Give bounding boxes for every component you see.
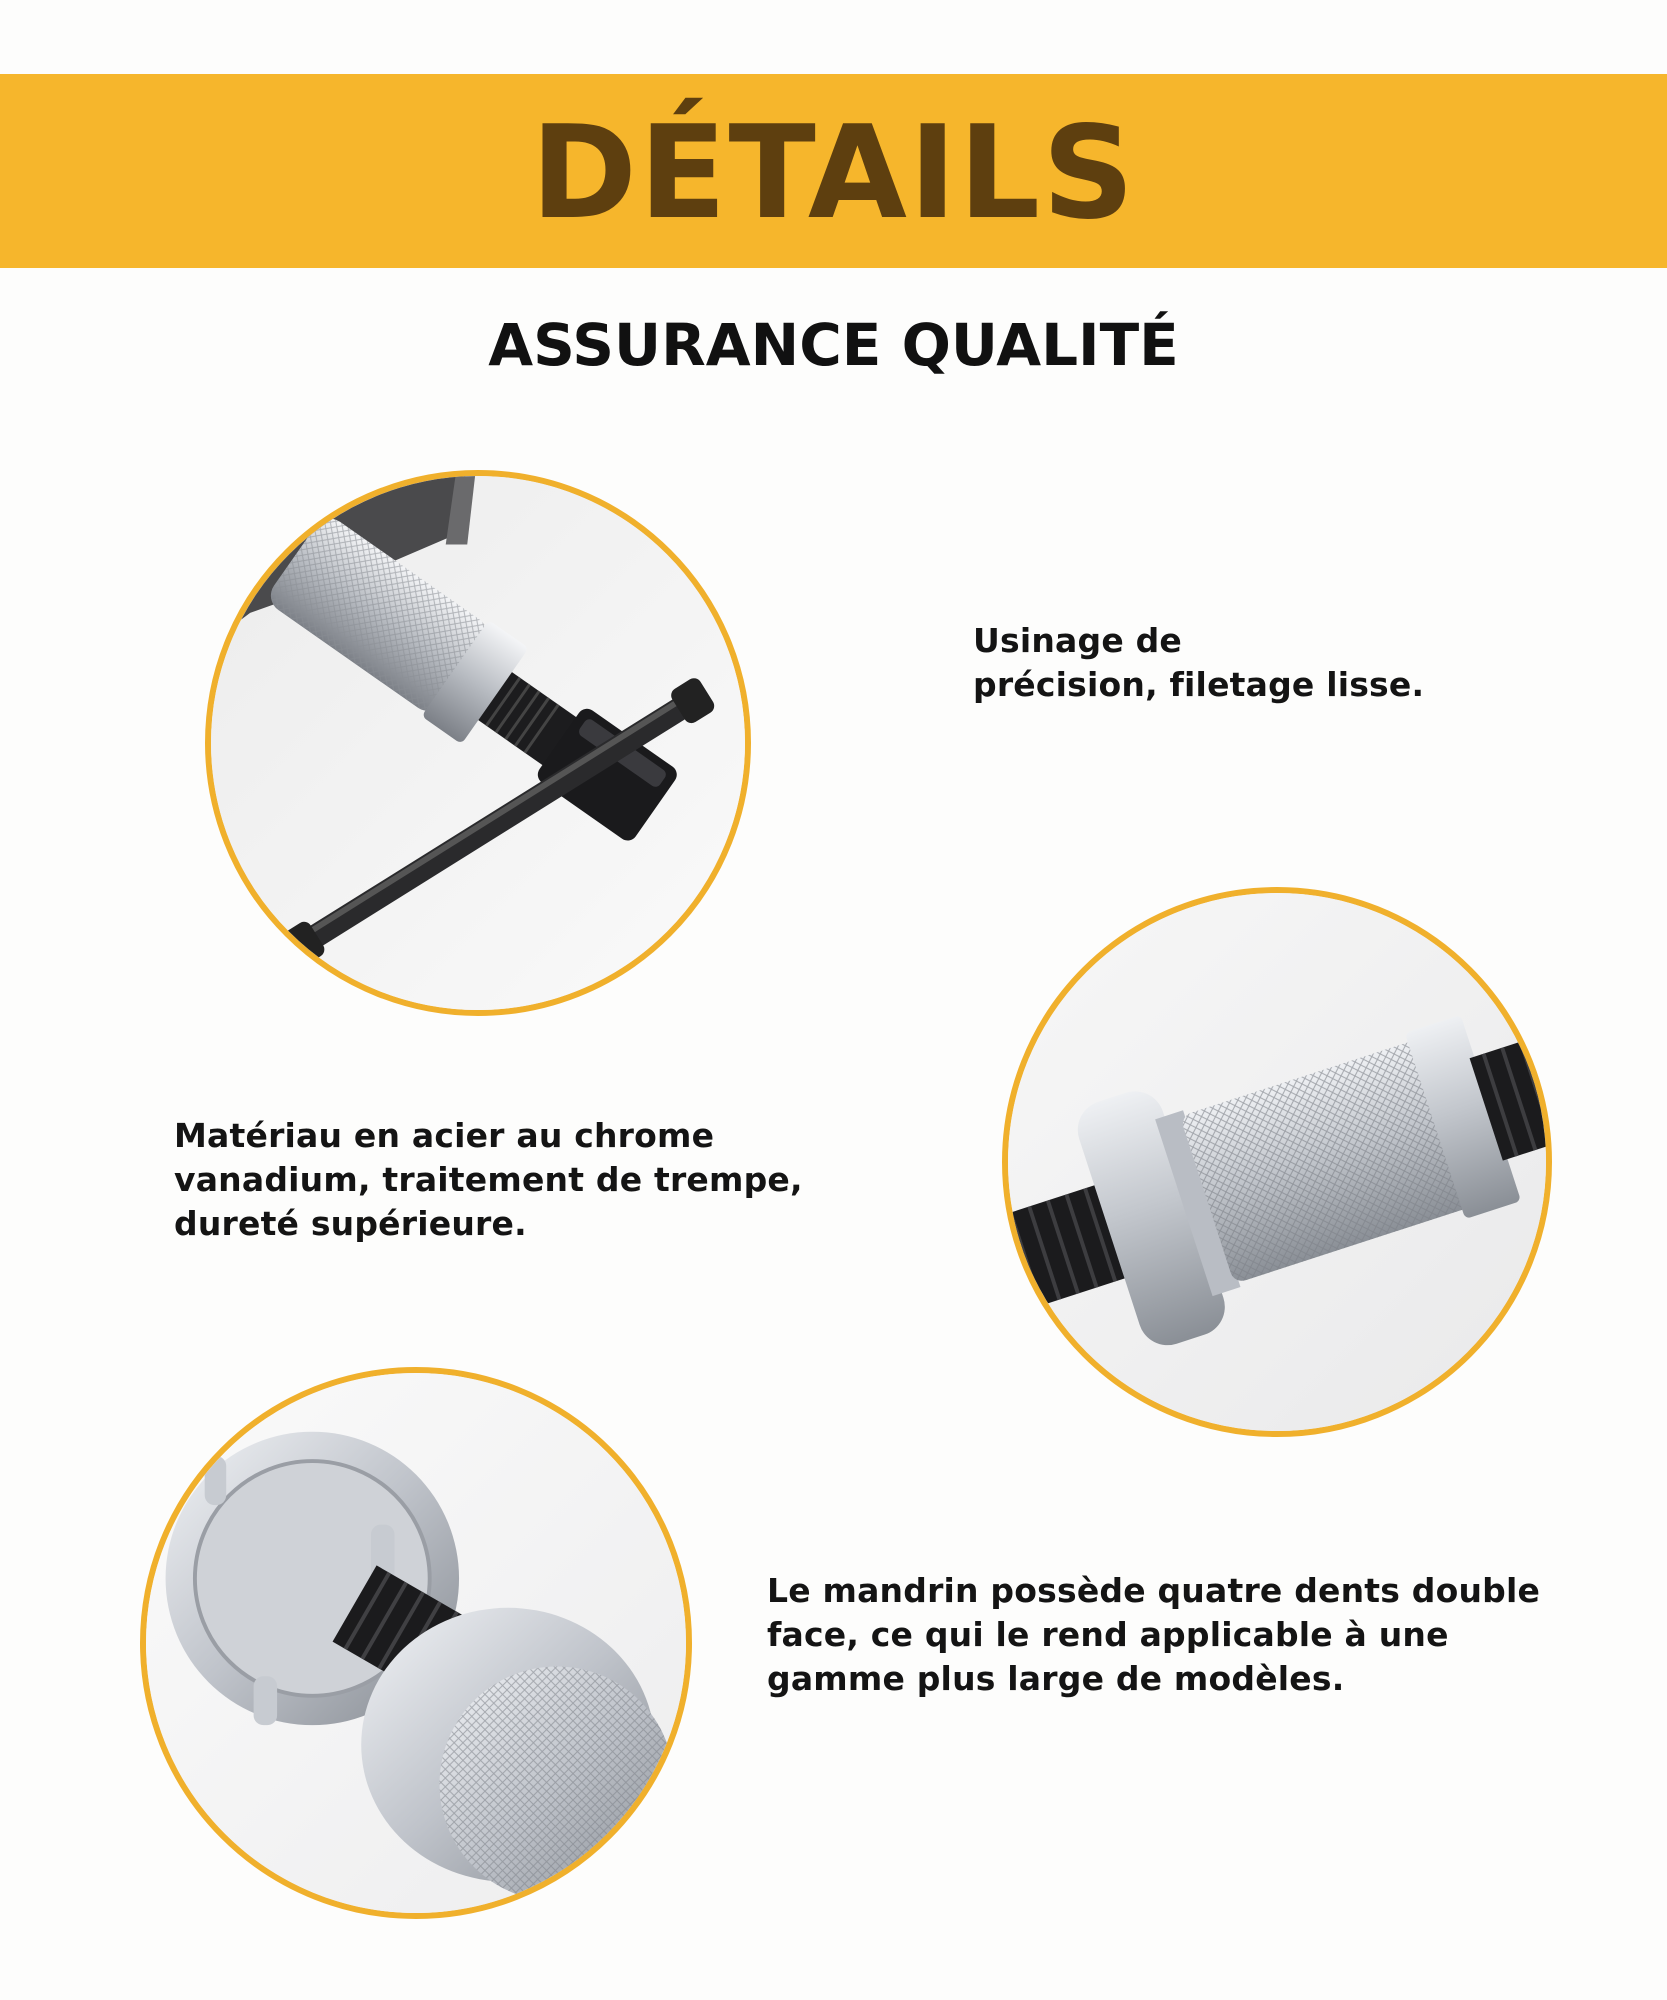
four-tooth-chuck-photo [146,1373,686,1913]
caption-line: gamme plus large de modèles. [767,1659,1345,1698]
caption-line: Matériau en acier au chrome [174,1116,715,1155]
feature-image-knurled-cylinder [1002,887,1552,1437]
knurled-threaded-cylinder-photo [1008,893,1546,1431]
caption-line: face, ce qui le rend applicable à une [767,1615,1449,1654]
section-subtitle: ASSURANCE QUALITÉ [488,311,1179,379]
caption-line: Usinage de [973,621,1183,660]
feature-caption-chuck [767,1569,1627,1701]
feature-caption-precision [973,619,1533,707]
banner-title: DÉTAILS [530,99,1137,248]
caption-line: précision, filetage lisse. [973,665,1425,704]
feature-caption-material [174,1114,854,1246]
caption-line: vanadium, traitement de trempe, [174,1160,803,1199]
header-banner [0,74,1667,268]
caption-line: dureté supérieure. [174,1204,527,1243]
t-handle-screw-tool-photo [211,476,745,1010]
caption-line: Le mandrin possède quatre dents double [767,1571,1541,1610]
feature-image-t-handle-tool [205,470,751,1016]
feature-image-chuck [140,1367,692,1919]
